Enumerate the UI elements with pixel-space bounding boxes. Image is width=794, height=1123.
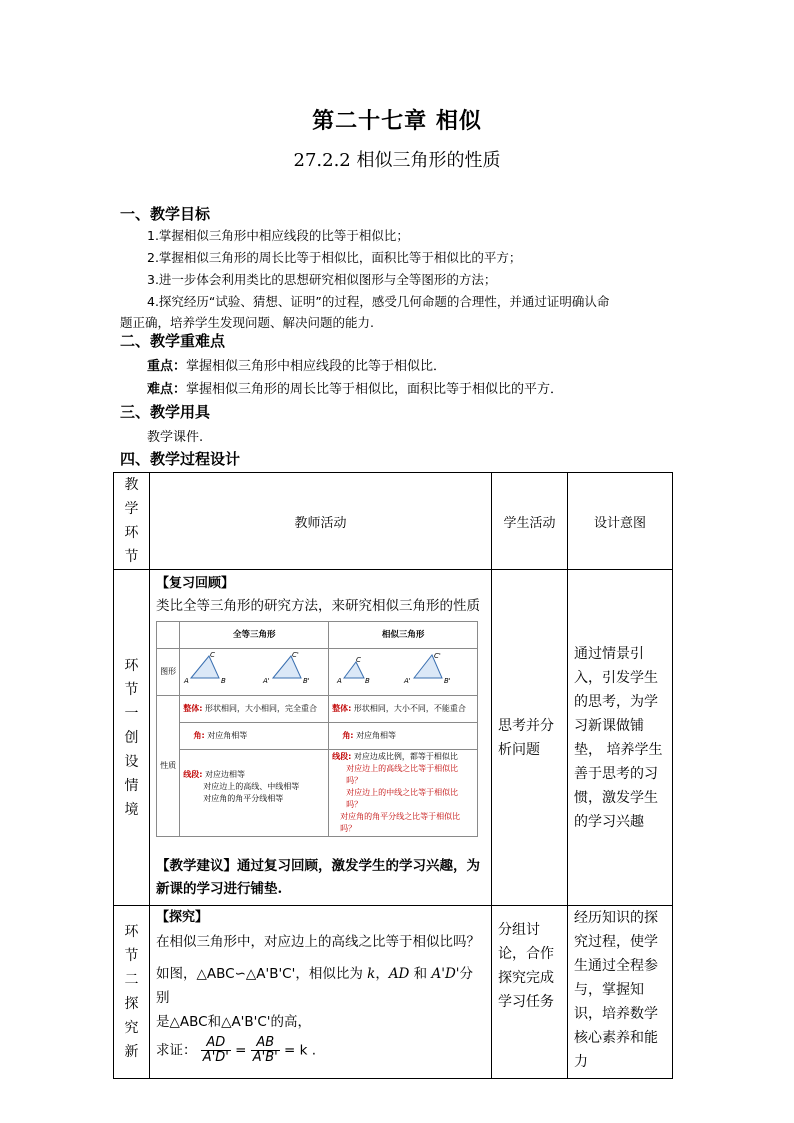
- explore-question: 在相似三角形中，对应边上的高线之比等于相似比吗？: [156, 934, 480, 950]
- student-activity-1: 思考并分析问题: [492, 570, 568, 906]
- similar-segments: 线段: 对应边成比例，都等于相似比 对应边上的高线之比等于相似比吗？ 对应边上的中线之比等于相似比吗？ 对应角的角平分线之比等于相似比吗？: [329, 750, 478, 837]
- stage-2: 环节二探究新: [114, 906, 150, 1079]
- review-text: 类比全等三角形的研究方法，来研究相似三角形的性质: [156, 598, 480, 614]
- section-goals-heading: 一、教学目标: [120, 205, 211, 223]
- label-b: B: [365, 677, 370, 684]
- label-a: A: [337, 677, 342, 684]
- goal-item: 4.探究经历“试验、猜想、证明”的过程，感受几何命题的合理性，并通过证明确认命: [147, 294, 610, 309]
- congruent-triangles-figure: [183, 650, 323, 684]
- similar-angle: 角: 对应角相等: [329, 723, 478, 750]
- congruent-figures: [180, 649, 329, 696]
- tools-text: 教学课件.: [147, 430, 204, 445]
- similar-triangles-figure: [332, 650, 472, 684]
- page-title: 第二十七章 相似: [312, 109, 482, 134]
- design-intent-1: 通过情景引入，引发学生的思考，为学习新课做铺垫， 培养学生善于思考的习惯，激发学生的学习兴趣: [568, 570, 673, 906]
- goal-item: 1.掌握相似三角形中相应线段的比等于相似比；: [147, 228, 409, 243]
- similar-figures: [329, 649, 478, 696]
- similar-whole: 整体: 形状相同，大小不同，不能重合: [329, 696, 478, 723]
- section-process-heading: 四、教学过程设计: [120, 450, 241, 468]
- col-similar: 相似三角形: [329, 622, 478, 649]
- page-subtitle: 27.2.2 相似三角形的性质: [293, 150, 501, 171]
- process-table: [113, 472, 673, 1079]
- label-a-prime: A': [263, 677, 271, 684]
- goal-item: 3.进一步体会利用类比的思想研究相似图形与全等图形的方法；: [147, 272, 497, 287]
- explore-heights-text: 是△ABC和△A'B'C'的高，: [156, 1014, 312, 1030]
- row-figure-label: 图形: [157, 649, 180, 696]
- label-b-prime: B': [444, 677, 451, 684]
- label-c-prime: C': [434, 652, 441, 660]
- teacher-activity-2: [150, 906, 492, 1079]
- student-activity-2: 分组讨论，合作探究完成学习任务: [492, 906, 568, 1079]
- congruent-whole: 整体: 形状相同，大小相同，完全重合: [180, 696, 329, 723]
- design-intent-2: 经历知识的探究过程，使学生通过全程参与，掌握知识，培养数学核心素养和能力: [568, 906, 673, 1079]
- label-a-prime: A': [404, 677, 411, 684]
- goal-item: 2.掌握相似三角形的周长比等于相似比，面积比等于相似比的平方；: [147, 250, 522, 265]
- prove-line: 求证： $\frac{AD}{A'D'}$ = $\frac{AB}{A'B'}$ = k .: [156, 1035, 317, 1065]
- teaching-suggestion: 【教学建议】通过复习回顾，激发学生的学习兴趣，为新课的学习进行铺垫.: [156, 858, 480, 897]
- fraction-ad: $\frac{AD}{A'D'}$: [202, 1035, 229, 1065]
- header-intent: 设计意图: [568, 473, 673, 570]
- label-c: C: [356, 656, 362, 664]
- explore-tag: 【探究】: [156, 910, 209, 925]
- label-b: B: [221, 677, 227, 684]
- teacher-activity-1: [150, 570, 492, 906]
- header-student: 学生活动: [492, 473, 568, 570]
- label-a: A: [184, 677, 190, 684]
- header-teacher: 教师活动: [150, 473, 492, 570]
- stage-1: 环节一创设情境: [114, 570, 150, 906]
- header-stage: 教学环节: [114, 473, 150, 570]
- fraction-ab: $\frac{AB}{A'B'}$: [252, 1035, 278, 1065]
- row-prop-label: 性质: [157, 696, 180, 837]
- comparison-table: [156, 621, 478, 837]
- congruent-segments: 线段: 对应边相等 对应边上的高线、中线相等 对应角的角平分线相等: [180, 750, 329, 837]
- difficult-point: 难点：掌握相似三角形的周长比等于相似比，面积比等于相似比的平方．: [147, 382, 564, 397]
- label-b-prime: B': [303, 677, 311, 684]
- section-key-heading: 二、教学重难点: [120, 332, 226, 350]
- review-tag: 【复习回顾】: [156, 576, 235, 591]
- key-point: 重点：掌握相似三角形中相应线段的比等于相似比．: [147, 359, 447, 374]
- goal-item: 题正确，培养学生发现问题、解决问题的能力.: [120, 315, 374, 330]
- congruent-angle: 角: 对应角相等: [180, 723, 329, 750]
- section-tools-heading: 三、教学用具: [120, 403, 211, 421]
- col-congruent: 全等三角形: [180, 622, 329, 649]
- label-c-prime: C': [292, 651, 300, 659]
- explore-figure-text: 如图，△ABC∽△A'B'C'，相似比为 k，AD 和 A'D'分别: [156, 966, 473, 1006]
- label-c: C: [210, 651, 216, 659]
